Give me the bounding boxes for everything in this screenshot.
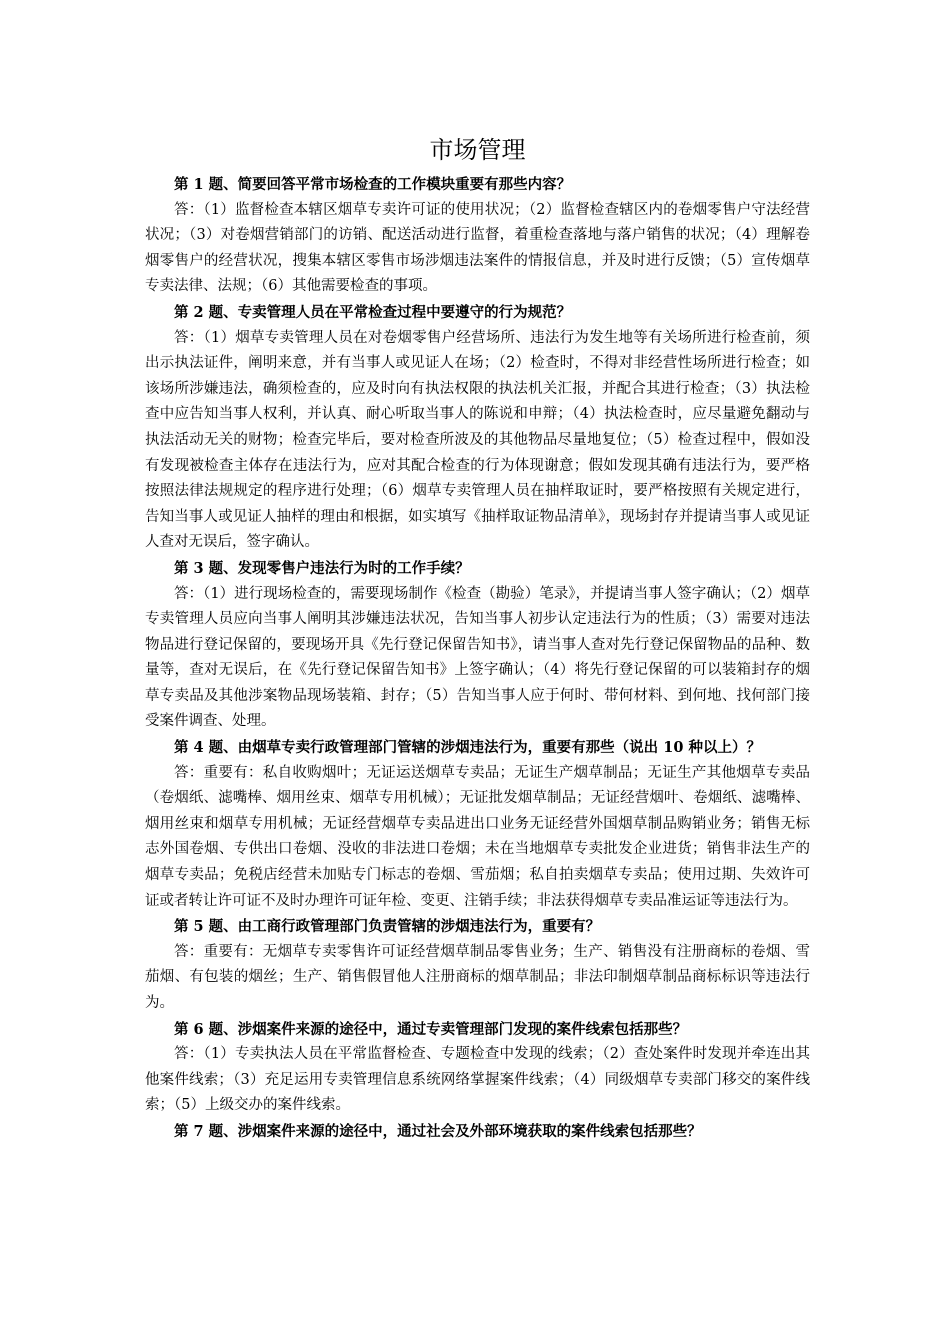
answer-3: 答：（1）进行现场检查的，需要现场制作《检查（勘验）笔录》，并提请当事人签字确认；（2）烟草专卖管理人员应向当事人阐明其涉嫌违法状况，告知当事人初步认定违法行为的性质；（3）需要对违法物品进行登记保留的，要现场开具《先行登记保留告知书》，请当事人查对先行登记保留物品的品种、数量等，查对无误后，在《先行登记保留告知书》上签字确认；（4）将先行登记保留的可以装箱封存的烟草专卖品及其他涉案物品现场装箱、封存；（5）告知当事人应于何时、带何材料、到何地、找何部门接受案件调查、处理。 [145, 585, 810, 730]
answer-5: 答：重要有：无烟草专卖零售许可证经营烟草制品零售业务；生产、销售没有注册商标的卷烟、雪茄烟、有包装的烟丝；生产、销售假冒他人注册商标的烟草制品；非法印制烟草制品商标标识等违法行为。 [145, 943, 810, 1011]
document-page [145, 130, 810, 1145]
question-2: 第 2 题、专卖管理人员在平常检查过程中要遵守的行为规范？ [174, 303, 572, 321]
qa-item-2 [145, 300, 810, 556]
question-3: 第 3 题、发现零售户违法行为时的工作手续？ [174, 559, 470, 577]
answer-6: 答：（1）专卖执法人员在平常监督检查、专题检查中发现的线索；（2）查处案件时发现并牵连出其他案件线索；（3）充足运用专卖管理信息系统网络掌握案件线索；（4）同级烟草专卖部门移交的案件线索；（5）上级交办的案件线索。 [145, 1046, 810, 1114]
question-7: 第 7 题、涉烟案件来源的途径中，通过社会及外部环境获取的案件线索包括那些？ [174, 1122, 702, 1140]
answer-1: 答：（1）监督检查本辖区烟草专卖许可证的使用状况；（2）监督检查辖区内的卷烟零售户守法经营状况；（3）对卷烟营销部门的访销、配送活动进行监督，着重检查落地与落户销售的状况；（4）理解卷烟零售户的经营状况，搜集本辖区零售市场涉烟违法案件的情报信息，并及时进行反馈；（5）宣传烟草专卖法律、法规；（6）其他需要检查的事项。 [145, 201, 810, 295]
question-6: 第 6 题、涉烟案件来源的途径中，通过专卖管理部门发现的案件线索包括那些？ [174, 1020, 688, 1038]
answer-4: 答：重要有：私自收购烟叶；无证运送烟草专卖品；无证生产烟草制品；无证生产其他烟草专卖品（卷烟纸、滤嘴棒、烟用丝束、烟草专用机械）；无证批发烟草制品；无证经营烟叶、卷烟纸、滤嘴棒、烟用丝束和烟草专用机械；无证经营烟草专卖品进出口业务无证经营外国烟草制品购销业务；销售无标志外国卷烟、专供出口卷烟、没收的非法进口卷烟；未在当地烟草专卖批发企业进货；销售非法生产的烟草专卖品；免税店经营未加贴专门标志的卷烟、雪茄烟；私自拍卖烟草专卖品；使用过期、失效许可证或者转让许可证不及时办理许可证年检、变更、注销手续；非法获得烟草专卖品准运证等违法行为。 [145, 764, 810, 909]
question-1: 第 1 题、简要回答平常市场检查的工作模块重要有那些内容？ [174, 176, 572, 193]
question-5: 第 5 题、由工商行政管理部门负责管辖的涉烟违法行为，重要有？ [174, 918, 601, 936]
answer-2: 答：（1）烟草专卖管理人员在对卷烟零售户经营场所、违法行为发生地等有关场所进行检查前，须出示执法证件，阐明来意，并有当事人或见证人在场；（2）检查时，不得对非经营性场所进行检查；如该场所涉嫌违法，确须检查的，应及时向有执法权限的执法机关汇报，并配合其进行检查；（3）执法检查中应告知当事人权利，并认真、耐心听取当事人的陈说和申辩；（4）执法检查时，应尽量避免翻动与执法活动无关的财物；检查完毕后，要对检查所波及的其他物品尽量地复位；（5）检查过程中，假如没有发现被检查主体存在违法行为，应对其配合检查的行为体现谢意；假如发现其确有违法行为，要严格按照法律法规规定的程序进行处理；（6）烟草专卖管理人员在抽样取证时，要严格按照有关规定进行，告知当事人或见证人抽样的理由和根据，如实填写《抽样取证物品清单》，现场封存并提请当事人或见证人查对无误后，签字确认。 [145, 329, 810, 551]
qa-item-6 [145, 1017, 810, 1119]
page-title: 市场管理 [429, 136, 526, 164]
qa-item-3 [145, 556, 810, 735]
qa-item-5 [145, 914, 810, 1016]
qa-item-7 [145, 1119, 810, 1145]
question-4: 第 4 题、由烟草专卖行政管理部门管辖的涉烟违法行为，重要有那些（说出 10 种以上）？ [174, 739, 761, 757]
qa-item-1 [145, 172, 810, 300]
qa-item-4 [145, 735, 810, 914]
